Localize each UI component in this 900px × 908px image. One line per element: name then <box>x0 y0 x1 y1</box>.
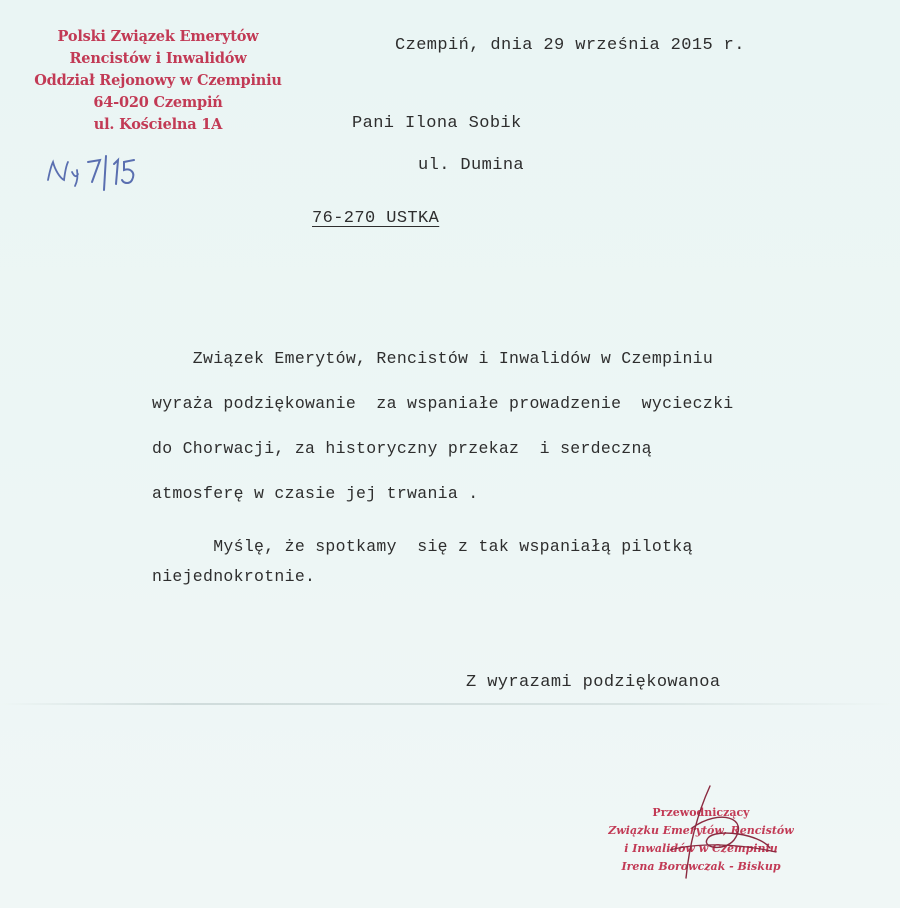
body-line: wyraża podziękowanie za wspaniałe prowadzenie wycieczki <box>152 394 734 413</box>
letter-body <box>152 345 892 608</box>
sender-stamp-line: ul. Kościelna 1A <box>93 116 223 133</box>
recipient-name: Pani Ilona Sobik <box>352 114 522 133</box>
signature-stamp-line: i Inwalidów w Czempiniu <box>624 842 778 855</box>
sender-stamp-line: Rencistów i Inwalidów <box>69 50 247 67</box>
sender-stamp-line: 64-020 Czempiń <box>93 94 223 111</box>
handwritten-reference-number <box>44 150 164 195</box>
body-line: Myślę, że spotkamy się z tak wspaniałą pilotką <box>152 537 693 556</box>
body-line: do Chorwacji, za historyczny przekaz i serdeczną <box>152 439 652 458</box>
body-line: niejednokrotnie. <box>152 567 316 586</box>
signature-stamp-line: Przewodniczący <box>652 806 750 819</box>
body-line: atmosferę w czasie jej trwania . <box>152 484 479 503</box>
recipient-street: ul. Dumina <box>418 156 525 175</box>
date-line: Czempiń, dnia 29 września 2015 r. <box>395 36 745 55</box>
sender-stamp-line: Polski Związek Emerytów <box>57 28 259 45</box>
sender-stamp <box>8 26 308 136</box>
body-line: Związek Emerytów, Rencistów i Inwalidów w Czempiniu <box>152 349 714 368</box>
closing-line: Z wyrazami podziękowanoa <box>466 673 721 692</box>
paper-fold-line <box>0 703 900 705</box>
recipient-city: 76-270 USTKA <box>312 209 440 228</box>
sender-stamp-line: Oddział Rejonowy w Czempiniu <box>34 72 282 89</box>
signature-stamp-line: Związku Emerytów, Rencistów <box>608 824 794 837</box>
handwritten-signature <box>630 778 780 888</box>
signature-stamp-line: Irena Borowczak - Biskup <box>621 860 781 873</box>
